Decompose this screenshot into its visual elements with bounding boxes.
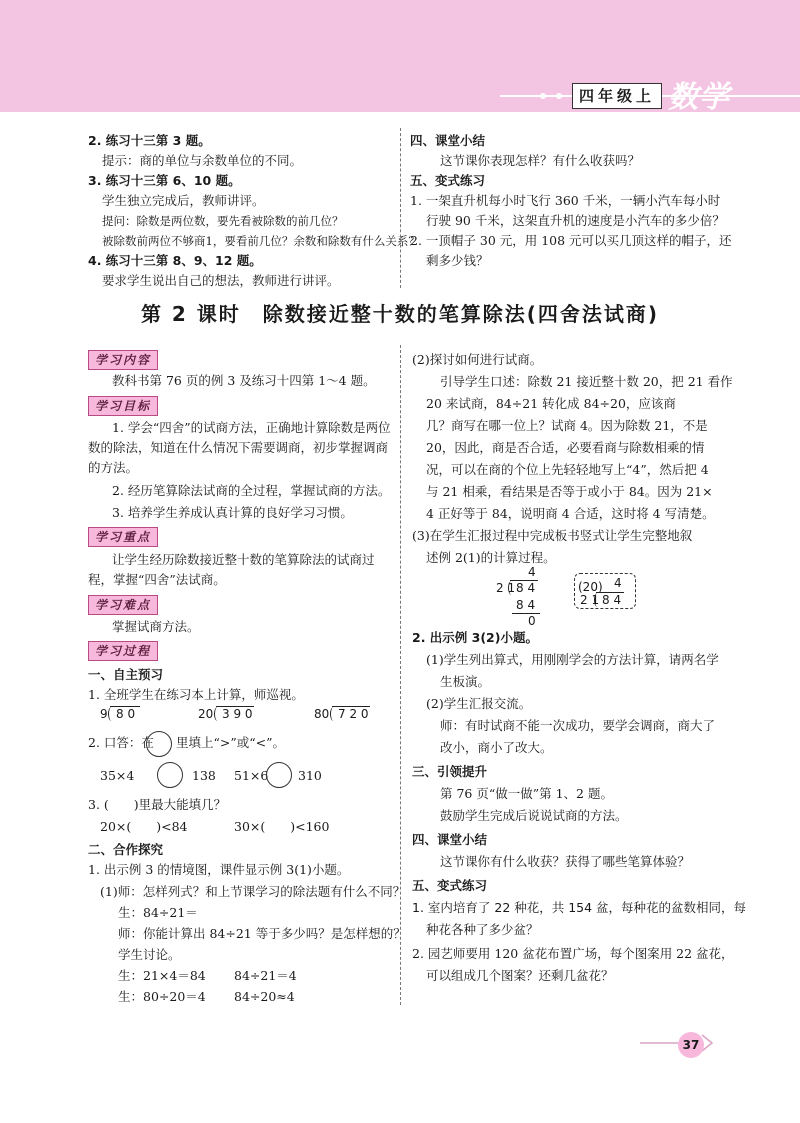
exercise-item: 2. 练习十三第 3 题。 [88, 133, 211, 148]
exercise-item-cont: 可以组成几个图案？还剩几盆花？ [426, 968, 614, 983]
grade-label: 四年级上 [572, 83, 662, 109]
section-heading: 二、合作探究 [88, 842, 164, 857]
section-heading: 五、变式练习 [410, 173, 486, 188]
quotient: 4 [614, 576, 622, 590]
exercise-item: 2. 出示例 3(2)小题。 [412, 630, 538, 645]
divisor: 2 1 [580, 593, 600, 607]
summary-text: 这节课你表现怎样？有什么收获吗？ [440, 153, 641, 168]
step-text: 4 正好等于 84，说明商 4 合适，这时将 4 写清楚。 [426, 506, 715, 521]
column-divider [400, 345, 401, 1005]
answer-circle [157, 762, 183, 788]
step-text: (2)学生汇报交流。 [426, 696, 532, 711]
goal-text: 1. 学会“四舍”的试商方法，正确地计算除数是两位 [112, 420, 391, 435]
column-divider [400, 128, 401, 288]
summary-text: 这节课你有什么收获？获得了哪些笔算体验？ [440, 854, 691, 869]
exercise-item: 1. 出示例 3 的情境图，课件显示例 3(1)小题。 [88, 862, 350, 877]
content-text: 教科书第 76 页的例 3 及练习十四第 1～4 题。 [112, 373, 376, 388]
discussion-text: 师：你能计算出 84÷21 等于多少吗？是怎样想的？ [118, 926, 406, 941]
dividend: 8 0 [116, 707, 136, 721]
equation: 84÷20≈4 [234, 989, 295, 1004]
section-heading: 四、课堂小结 [410, 133, 486, 148]
quotient: 4 [528, 565, 536, 579]
header-decor-dot [556, 93, 562, 99]
instruction-text: 要求学生说出自己的想法，教师进行讲评。 [102, 273, 340, 288]
exercise-item: 2. 园艺师要用 120 盆花布置广场，每个图案用 22 盆花， [412, 946, 734, 961]
tag-difficulty: 学习难点 [88, 595, 158, 615]
section-heading: 四、课堂小结 [412, 832, 488, 847]
exercise-item-cont: 行驶 90 千米，这架直升机的速度是小汽车的多少倍？ [426, 213, 725, 228]
division-bracket [508, 581, 515, 595]
key-text: 让学生经历除数接近整十数的笔算除法的试商过 [112, 552, 375, 567]
difficulty-text: 掌握试商方法。 [112, 619, 200, 634]
exercise-item: 3. 练习十三第 6、10 题。 [88, 173, 241, 188]
exercise-item: 2. 一顶帽子 30 元，用 108 元可以买几顶这样的帽子，还 [410, 233, 732, 248]
step-text: (1)学生列出算式，用刚刚学会的方法计算，请两名学 [426, 652, 719, 667]
goal-text: 的方法。 [88, 460, 139, 475]
exercise-item: 2. 口答：在 [88, 735, 154, 750]
remainder: 0 [528, 614, 536, 628]
tag-content: 学习内容 [88, 350, 158, 370]
page-number: 37 [678, 1032, 704, 1058]
exercise-item-cont: 剩多少钱？ [426, 253, 489, 268]
division-bracket [330, 707, 337, 721]
lesson-title: 第 2 课时 除数接近整十数的笔算除法(四舍法试商) [140, 302, 660, 326]
divisor: 20 [198, 707, 214, 721]
step-text: 师：有时试商不能一次成功，要学会调商，商大了 [440, 718, 716, 733]
exercise-item: 1. 室内培育了 22 种花，共 154 盆，每种花的盆数相同，每 [412, 900, 747, 915]
section-heading: 三、引领提升 [412, 764, 488, 779]
divisor: 9 [100, 707, 108, 721]
step-text: 20，因此，商是否合适，必要看商与除数相乘的情 [426, 440, 705, 455]
fill-blank: 30×( )<160 [234, 819, 330, 834]
equation: 84÷21＝4 [234, 968, 297, 983]
exercise-item-cont: 种花各种了多少盆？ [426, 922, 539, 937]
instruction-text: 学生独立完成后，教师讲评。 [102, 193, 265, 208]
exercise-item: 3. ( )里最大能填几？ [88, 797, 227, 812]
compare-left: 51×6 [234, 768, 269, 783]
answer-circle [266, 762, 292, 788]
section-heading: 五、变式练习 [412, 878, 488, 893]
compare-right: 138 [192, 768, 216, 783]
step-text: 第 76 页“做一做”第 1、2 题。 [440, 786, 613, 801]
subject-label: 数学 [668, 80, 730, 115]
exercise-item: 4. 练习十三第 8、9、12 题。 [88, 253, 262, 268]
dividend: 8 4 [602, 593, 622, 607]
fill-blank: 20×( )<84 [100, 819, 188, 834]
header-decor-dot [540, 93, 546, 99]
divisor: 80 [314, 707, 330, 721]
divisor: 2 1 [496, 581, 516, 595]
step-text: (3)在学生汇报过程中完成板书竖式让学生完整地叙 [412, 528, 693, 543]
question-text: 提问：除数是两位数，要先看被除数的前几位？ [102, 214, 344, 228]
equation: 生：80÷20＝4 [118, 989, 206, 1004]
exercise-item: 里填上“>”或“<”。 [176, 735, 286, 750]
step-text: 改小，商小了改大。 [440, 740, 553, 755]
tag-key-points: 学习重点 [88, 527, 158, 547]
exercise-item: 1. 全班学生在练习本上计算，师巡视。 [88, 687, 304, 702]
goal-text: 3. 培养学生养成认真计算的良好学习习惯。 [112, 505, 353, 520]
compare-left: 35×4 [100, 768, 135, 783]
exercise-item: 1. 一架直升机每小时飞行 360 千米，一辆小汽车每小时 [410, 193, 721, 208]
division-bracket [108, 707, 115, 721]
hint-text: 提示：商的单位与余数单位的不同。 [102, 153, 303, 168]
step-text: 况，可以在商的个位上先轻轻地写上“4”，然后把 4 [426, 462, 709, 477]
step-text: 述例 2(1)的计算过程。 [426, 550, 556, 565]
discussion-text: (1)师：怎样列式？和上节课学习的除法题有什么不同？ [100, 884, 406, 899]
division-bracket [594, 593, 601, 607]
step-text: 20 来试商，84÷21 转化成 84÷20，应该商 [426, 396, 676, 411]
equation: 生：21×4＝84 [118, 968, 206, 983]
tag-goals: 学习目标 [88, 396, 158, 416]
step-text: 引导学生口述：除数 21 接近整十数 20，把 21 看作 [440, 374, 733, 389]
subtraction-line [512, 613, 540, 614]
dividend: 8 4 [516, 581, 536, 595]
tag-process: 学习过程 [88, 641, 158, 661]
discussion-text: 学生讨论。 [118, 947, 181, 962]
step-text: 生板演。 [440, 674, 491, 689]
product: 8 4 [516, 598, 536, 612]
discussion-text: 生：84÷21＝ [118, 905, 198, 920]
dividend: 7 2 0 [338, 707, 369, 721]
step-text: 几？商写在哪一位上？试商 4。因为除数 21，不是 [426, 418, 708, 433]
section-heading: 一、自主预习 [88, 667, 164, 682]
key-text: 程，掌握“四舍”法试商。 [88, 572, 226, 587]
division-bracket [214, 707, 221, 721]
step-text: 与 21 相乘，看结果是否等于或小于 84。因为 21× [426, 484, 713, 499]
step-text: (2)探讨如何进行试商。 [412, 352, 543, 367]
step-text: 鼓励学生完成后说说试商的方法。 [440, 808, 628, 823]
goal-text: 2. 经历笔算除法试商的全过程，掌握试商的方法。 [112, 483, 391, 498]
answer-circle [146, 731, 172, 757]
question-text: 被除数前两位不够商1，要看前几位？余数和除数有什么关系？ [102, 234, 420, 248]
goal-text: 数的除法，知道在什么情况下需要调商，初步掌握调商 [88, 440, 389, 455]
dividend: 3 9 0 [222, 707, 253, 721]
trial-hint: (20) [578, 580, 603, 594]
compare-right: 310 [298, 768, 322, 783]
